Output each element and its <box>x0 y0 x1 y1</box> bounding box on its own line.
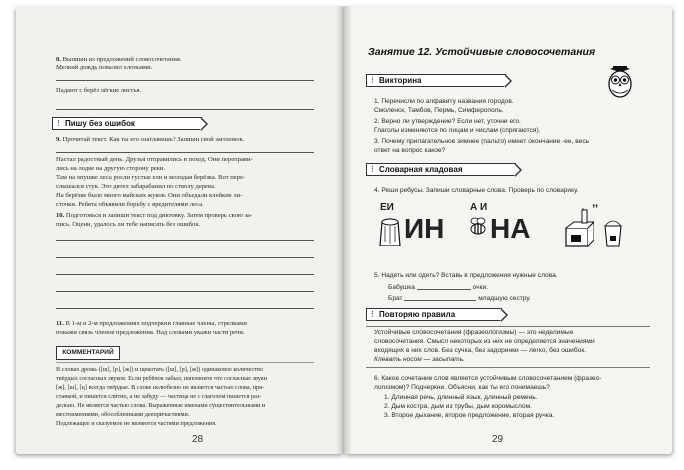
writing-line <box>56 257 314 258</box>
dots-icon: ⋮ <box>55 120 62 127</box>
sentence2-end: младшую сестру. <box>478 295 531 302</box>
quiz-item: Смоленск, Тамбов, Пермь, Симферополь. <box>374 107 504 114</box>
passage-line: сточки. Ребята объявили борьбу с вредителями леса. <box>56 201 204 208</box>
passage-line: Настал радостный день. Друзья отправились в поход. Они переправи- <box>56 156 253 163</box>
bucket-icon <box>602 218 624 253</box>
comment-line: В словах дрожь ([ш], [р], [ж]) и щекотать ([ш], [р], [ж]) одинаковое количество <box>56 366 263 373</box>
comment-divider <box>56 362 314 363</box>
quiz-item: 2. Верно ли утверждение? Если нет, уточни его. <box>374 118 521 125</box>
passage-line: слышался стук. Это дятел забарабанил по стволу дерева. <box>56 183 216 190</box>
owl-icon <box>606 66 634 98</box>
task6-line: логизмом)? Подчеркни. Объясни, как ты его понимаешь? <box>374 384 550 391</box>
task10-line1 <box>56 212 252 221</box>
rule-line: Устойчивые словосочетания (фразеологизмы) — это неделимые <box>374 329 574 336</box>
task9-number: 9. <box>56 136 61 143</box>
task11-text: В 1-м и 2-м предложениях подчеркни главные члены, стрелками <box>65 320 247 327</box>
task4-text: 4. Реши ребусы. Запиши словарные слова. Проверь по словарику. <box>374 187 579 194</box>
comment-line: Подлежащее и сказуемое не являются частями предложения. <box>56 420 217 427</box>
option-item: 3. Второе дыхание, второе предложение, вторая ручка. <box>384 412 555 419</box>
section-banner-rules <box>366 308 502 321</box>
dots-icon: ⋮ <box>369 166 376 173</box>
task8-text: Выпиши из предложений словосочетания. <box>62 56 182 63</box>
vocab-title: Словарная кладовая <box>379 165 463 174</box>
rule-line: Клевать носом — засыпать. <box>374 356 465 363</box>
blank-field[interactable] <box>417 282 471 290</box>
task9-line <box>56 136 244 145</box>
rebus-area <box>370 202 650 252</box>
section-banner-vocab <box>366 163 516 176</box>
quiz-item: 3. Почему прилагательное зимнее (пальто) имеет окончание -ее, весь <box>374 138 590 145</box>
right-page <box>344 6 672 454</box>
task9-text: Прочитай текст. Как ты его озаглавишь? Запиши свой заголовок. <box>62 136 245 143</box>
section-banner-quiz <box>366 74 506 87</box>
task8-number: 8. <box>56 56 61 63</box>
rule-line: входящих в них слов. Без сучка, без задоринки — легко, без ошибок. <box>374 347 587 354</box>
dots-icon: ⋮ <box>369 311 376 318</box>
task11-line2: покажи связь членов предложения. Над словами укажи части речи. <box>56 329 245 336</box>
quiz-title: Викторина <box>379 76 422 85</box>
writing-line <box>56 152 314 153</box>
task8-example2: Падают с берёз лёгкие листья. <box>56 87 142 94</box>
sentence1-start: Бабушка <box>388 284 415 291</box>
task11-number: 11. <box>56 320 64 327</box>
quiz-item: ответ на вопрос какое? <box>374 147 446 154</box>
passage-line: Там на опушке леса росли густые ели и молодая берёзка. Вот пере- <box>56 174 246 181</box>
sentence1-end: очки. <box>472 284 488 291</box>
section-title: Пишу без ошибок <box>65 119 135 128</box>
arrow-inner-icon <box>200 118 206 130</box>
lesson-title: Занятие 12. Устойчивые словосочетания <box>368 46 596 58</box>
sentence1 <box>388 282 488 293</box>
comment-line: дельно. Не является частью слова. Выраженные именами существительными и <box>56 402 266 409</box>
page-number-right: 29 <box>492 434 504 445</box>
task5-text: 5. Надеть или одеть? Вставь в предложения нужные слова. <box>374 272 558 279</box>
page-number-left: 28 <box>192 434 204 445</box>
writing-line <box>56 274 314 275</box>
left-page <box>16 6 344 454</box>
arrow-inner-icon <box>504 75 510 87</box>
comment-line: ставкой, и пишется слитно, а не забуду — частица не с глаголом пишется раз- <box>56 393 262 400</box>
task10-number: 10. <box>56 212 65 219</box>
comment-line: местоимениями, обособленными деепричастиями. <box>56 411 190 418</box>
sentence2 <box>388 293 531 304</box>
blank-field[interactable] <box>404 293 476 301</box>
bee-icon <box>466 216 490 243</box>
stump-icon <box>376 212 404 251</box>
comment-label: КОММЕНТАРИЙ <box>56 346 120 360</box>
quiz-item: Глаголы изменяются по лицам и числам (спрягаются). <box>374 127 541 134</box>
option-item: 2. Дым костра, дым из трубы, дым коромыслом. <box>384 403 532 410</box>
writing-line <box>56 291 314 292</box>
rules-title: Повторяю правила <box>379 310 456 319</box>
arrow-inner-icon <box>514 164 520 176</box>
rebus-quotes: ’’ <box>592 202 599 216</box>
task6-line: 6. Какое сочетание слов является устойчивым словосочетанием (фразео- <box>374 375 602 382</box>
writing-line <box>56 308 314 309</box>
task8-example1: Мелкий дождь повалил хлопьями. <box>56 64 153 71</box>
task10-text: Подготовься и запиши текст под диктовку. Затем проверь свою за- <box>65 212 253 219</box>
writing-line <box>56 109 314 110</box>
passage-line: На берёзке было много майских жуков. Они объедали клейкие ли- <box>56 192 243 199</box>
book-gutter <box>336 6 352 454</box>
passage-line: лись на лодке на другую сторону реки. <box>56 165 166 172</box>
quiz-item: 1. Перечисли по алфавиту названия городов. <box>374 98 514 105</box>
comment-line: [ж], [ш], [ц] всегда твёрдые. В слове нелюбезно не является частью слова, при- <box>56 384 265 391</box>
writing-line <box>56 240 314 241</box>
rebus-syllable: ИН <box>404 213 445 244</box>
arrow-inner-icon <box>500 309 506 321</box>
comment-line: твёрдых согласных звуков. Если ребёнок забыл, напомните что согласные звуки <box>56 375 268 382</box>
dots-icon: ⋮ <box>369 77 376 84</box>
rebus-letters: А И <box>470 202 488 213</box>
sentence2-start: Брат <box>388 295 403 302</box>
rebus-letters: ЕИ <box>380 202 394 213</box>
option-item: 1. Длинная речь, длинный язык, длинный ремень. <box>384 394 538 401</box>
task11-line1 <box>56 320 247 329</box>
section-banner-no-errors <box>52 117 202 130</box>
task10-line2: пись. Оцени, удалось ли тебе написать без ошибок. <box>56 221 201 228</box>
rebus-syllable: НА <box>490 213 531 244</box>
writing-line <box>56 80 314 81</box>
rule-line: словосочетания. Смысл некоторых из них не определяется значениями <box>374 338 595 345</box>
stove-icon <box>560 208 594 253</box>
